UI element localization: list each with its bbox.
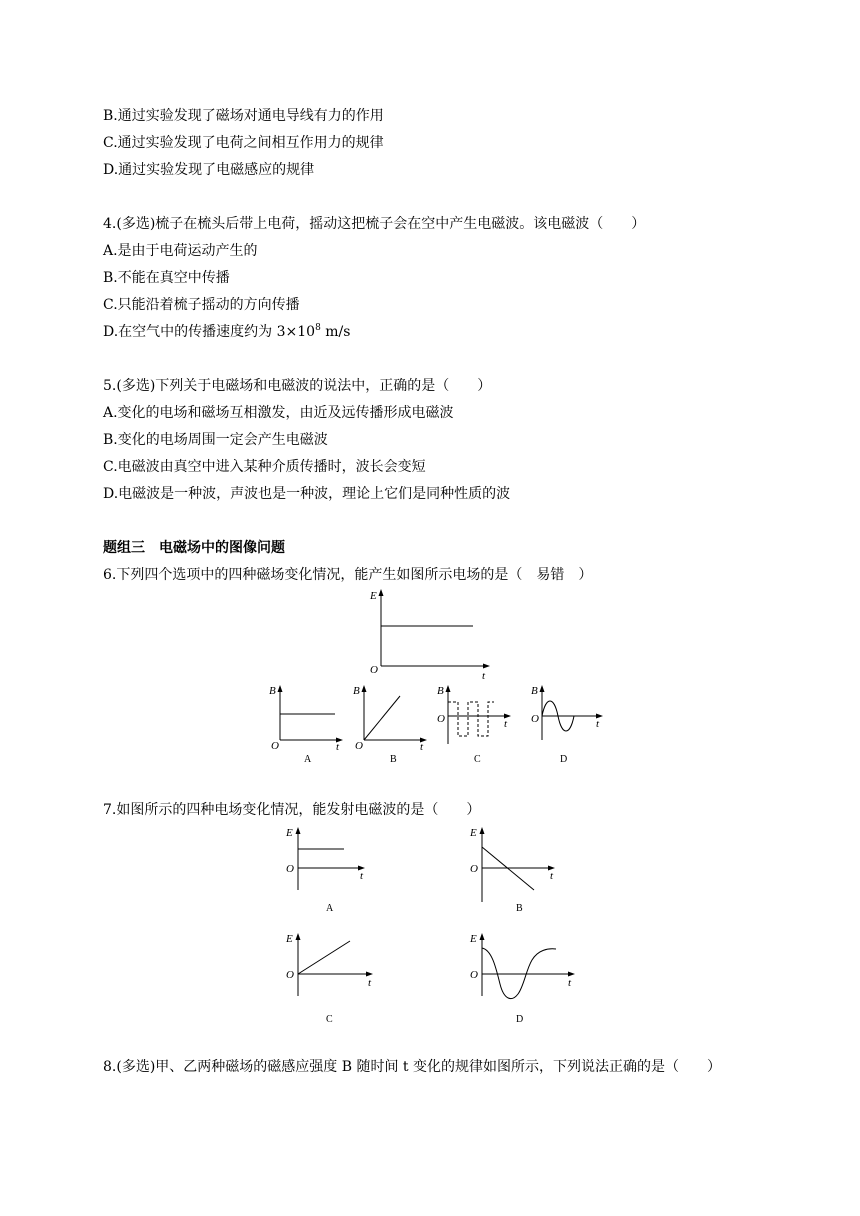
q7-stem: 7.如图所示的四种电场变化情况，能发射电磁波的是（ ） xyxy=(103,802,481,818)
q7-d-y-label: E xyxy=(470,933,477,945)
q7-graph-a xyxy=(282,822,372,914)
q6-d-origin: O xyxy=(531,713,539,725)
q6-c-caption: C xyxy=(474,754,481,765)
q6-c-x-label: t xyxy=(504,718,508,730)
q3-option-b: B.通过实验发现了磁场对通电导线有力的作用 xyxy=(103,108,384,124)
q6-d-y-label: B xyxy=(531,685,538,697)
q6-d-x-label: t xyxy=(596,718,600,730)
q6-graph-a xyxy=(268,682,348,766)
q6-main-e-t-graph xyxy=(365,588,495,680)
q5-option-b: B.变化的电场周围一定会产生电磁波 xyxy=(103,432,328,448)
q4-option-d-text: D.在空气中的传播速度约为 3×10 xyxy=(103,324,316,340)
q6-c-origin: O xyxy=(437,713,445,725)
q7-b-caption: B xyxy=(516,903,523,914)
q7-a-x-label: t xyxy=(360,870,364,882)
q7-a-y-label: E xyxy=(286,827,293,839)
q7-a-origin: O xyxy=(286,863,294,875)
q5-option-a: A.变化的电场和磁场互相激发，由近及远传播形成电磁波 xyxy=(103,405,454,421)
q6-graph-d xyxy=(528,682,608,766)
q6-b-y-label: B xyxy=(353,685,360,697)
q6-a-caption: A xyxy=(304,754,312,765)
q6-a-x-label: t xyxy=(336,741,340,753)
q5-option-d: D.电磁波是一种波，声波也是一种波，理论上它们是同种性质的波 xyxy=(103,486,511,502)
q6-stem: 6.下列四个选项中的四种磁场变化情况，能产生如图所示电场的是（ 易错 ） xyxy=(103,567,593,583)
q5-stem: 5.(多选)下列关于电磁场和电磁波的说法中，正确的是（ ） xyxy=(103,378,492,394)
q3-option-d: D.通过实验发现了电磁感应的规律 xyxy=(103,162,315,178)
q4-option-d xyxy=(103,322,350,342)
q7-c-y-label: E xyxy=(286,933,293,945)
q7-b-y-label: E xyxy=(470,827,477,839)
q7-d-origin: O xyxy=(470,969,478,981)
q7-b-origin: O xyxy=(470,863,478,875)
q4-option-a: A.是由于电荷运动产生的 xyxy=(103,243,258,259)
q7-graph-d xyxy=(462,928,582,1024)
q7-c-x-label: t xyxy=(368,977,372,989)
q4-option-d-unit: m/s xyxy=(320,324,351,340)
q7-d-caption: D xyxy=(516,1014,524,1025)
q7-a-caption: A xyxy=(326,903,334,914)
q4-option-b: B.不能在真空中传播 xyxy=(103,270,230,286)
q4-stem: 4.(多选)梳子在梳头后带上电荷，摇动这把梳子会在空中产生电磁波。该电磁波（ ） xyxy=(103,216,646,232)
q6-b-caption: B xyxy=(390,754,397,765)
q6-graph-b xyxy=(352,682,432,766)
q6-main-x-label: t xyxy=(482,670,486,682)
q7-c-origin: O xyxy=(286,969,294,981)
q6-b-origin: O xyxy=(355,740,363,752)
q4-option-c: C.只能沿着梳子摇动的方向传播 xyxy=(103,297,300,313)
q6-graph-c xyxy=(436,682,516,766)
q8-stem: 8.(多选)甲、乙两种磁场的磁感应强度 B 随时间 t 变化的规律如图所示，下列说法正确的是（ ） xyxy=(103,1059,721,1075)
q7-d-x-label: t xyxy=(568,977,572,989)
q6-main-origin: O xyxy=(370,664,378,676)
q7-graph-c xyxy=(282,928,382,1024)
q6-a-origin: O xyxy=(271,740,279,752)
q6-c-y-label: B xyxy=(437,685,444,697)
q7-c-caption: C xyxy=(326,1014,333,1025)
q4-option-d-exponent: 8 xyxy=(315,323,321,333)
q6-main-y-label: E xyxy=(370,590,377,602)
q6-d-caption: D xyxy=(560,754,568,765)
q3-option-c: C.通过实验发现了电荷之间相互作用力的规律 xyxy=(103,135,384,151)
q7-graph-b xyxy=(462,822,562,914)
q6-b-x-label: t xyxy=(420,741,424,753)
q7-b-x-label: t xyxy=(550,870,554,882)
q6-a-y-label: B xyxy=(269,685,276,697)
q5-option-c: C.电磁波由真空中进入某种介质传播时，波长会变短 xyxy=(103,459,426,475)
section-heading: 题组三 电磁场中的图像问题 xyxy=(103,540,285,556)
